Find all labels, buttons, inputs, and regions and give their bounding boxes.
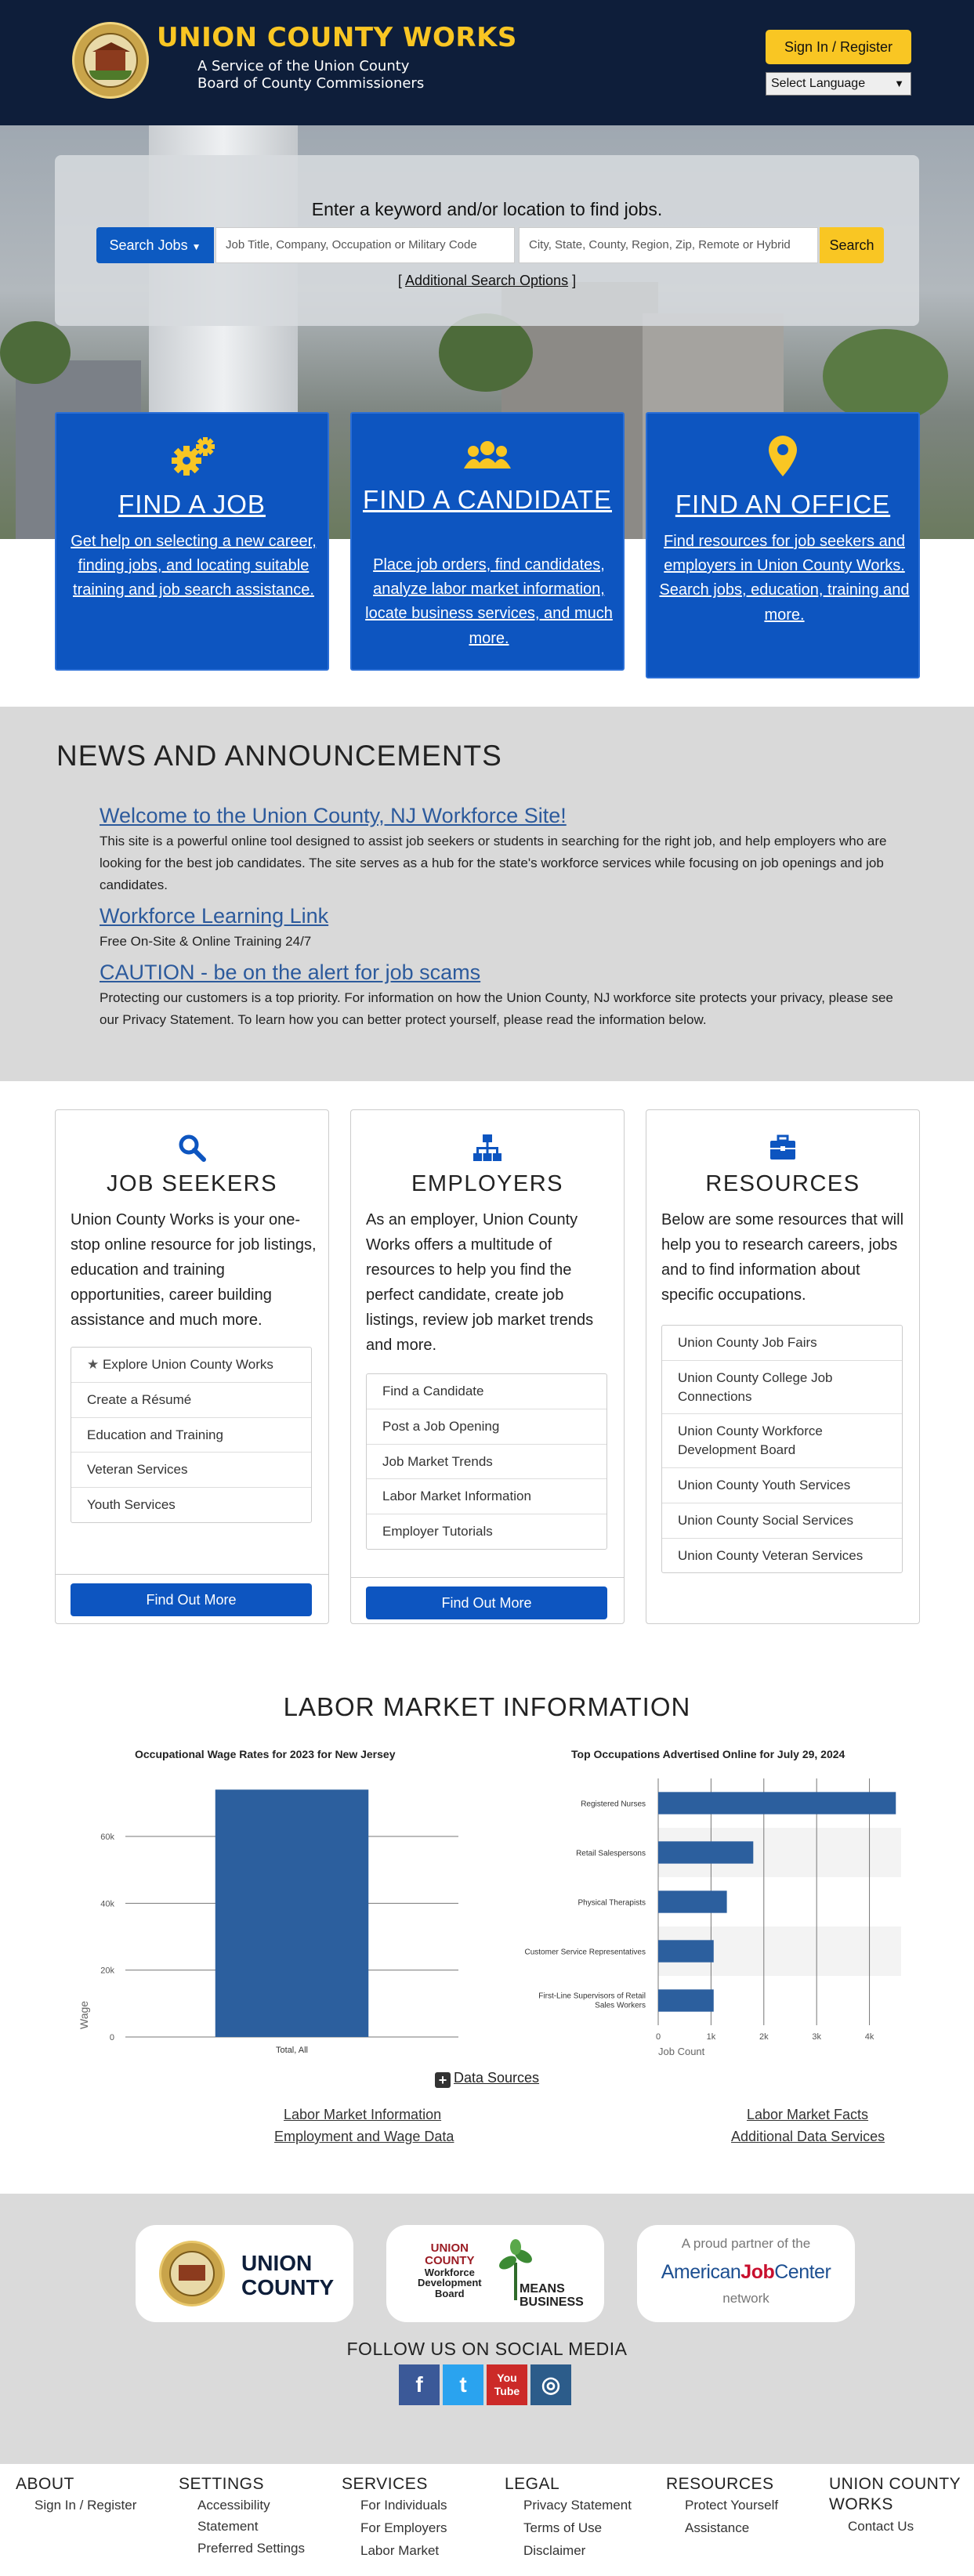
additional-data-services-link[interactable]: Additional Data Services: [731, 2129, 885, 2144]
wage-chart-title: Occupational Wage Rates for 2023 for New Jersey: [135, 1748, 396, 1760]
job-seekers-description: Union County Works is your one-stop online resource for job listings, education and training opportunities, career building assistance and much more.: [71, 1211, 317, 1329]
employers-column: [350, 1109, 625, 1624]
footer-link[interactable]: Assistance: [685, 2520, 750, 2536]
find-a-candidate-card[interactable]: [350, 412, 625, 671]
resources-description: Below are some resources that will help you to research careers, jobs and to find information about specific occupations.: [661, 1211, 904, 1304]
footer-settings-heading: SETTINGS: [179, 2475, 265, 2493]
list-item[interactable]: ★ Explore Union County Works: [71, 1348, 311, 1383]
find-an-office-card[interactable]: [646, 412, 920, 678]
wage-rates-chart: [71, 1771, 470, 2068]
bar: [658, 1940, 714, 1962]
list-item[interactable]: Education and Training: [71, 1418, 311, 1453]
job-seekers-link-list: [71, 1347, 312, 1523]
data-sources-label: Data Sources: [454, 2070, 540, 2086]
news-text-caution-scams: Protecting our customers is a top priority. For information on how the Union County, NJ workforce site protects your privacy, please see our Privacy Statement. To learn how you can better protect yourself, please read the information below.: [100, 990, 893, 1028]
union-county-seal-logo[interactable]: [72, 22, 149, 99]
y-tick-label: Customer Service Representatives: [524, 1948, 646, 1957]
footer-legal-heading: LEGAL: [505, 2475, 560, 2493]
search-type-dropdown[interactable]: [96, 227, 214, 263]
list-item[interactable]: Union County Youth Services: [662, 1468, 902, 1503]
list-item[interactable]: Union County Job Fairs: [662, 1326, 902, 1361]
y-tick-label: Registered Nurses: [581, 1800, 646, 1809]
site-header: [0, 0, 974, 125]
list-item[interactable]: Youth Services: [87, 1497, 176, 1513]
language-select[interactable]: [766, 72, 911, 96]
employers-find-out-more-button[interactable]: Find Out More: [366, 1586, 607, 1619]
find-a-job-text[interactable]: Get help on selecting a new career, finding jobs, and locating suitable training and job search assistance.: [71, 533, 317, 599]
employers-description: As an employer, Union County Works offers a multitude of resources to help you find the perfect candidate, create job listings, review job market trends and more.: [366, 1211, 594, 1354]
list-item[interactable]: Union County Workforce Development Board: [662, 1414, 902, 1468]
footer-link[interactable]: Protect Yourself: [685, 2498, 779, 2513]
list-item[interactable]: Create a Résumé: [71, 1383, 311, 1418]
bar: [658, 1890, 727, 1912]
footer-link[interactable]: For Employers: [360, 2520, 447, 2536]
news-link-welcome[interactable]: Welcome to the Union County, NJ Workforce Site!: [100, 804, 567, 827]
labor-market-facts-link[interactable]: Labor Market Facts: [747, 2107, 869, 2122]
footer-legal-column: [505, 2474, 661, 2563]
partners-section: [0, 2194, 974, 2464]
find-an-office-text[interactable]: Find resources for job seekers and employers in Union County Works. Search jobs, education, training and more.: [659, 533, 910, 624]
footer-link[interactable]: Disclaimer: [523, 2543, 586, 2559]
star-icon: ★: [87, 1357, 103, 1372]
job-seekers-find-out-more-button[interactable]: Find Out More: [71, 1583, 312, 1616]
job-search-panel: [55, 155, 919, 326]
y-tick-label: Physical Therapists: [578, 1898, 646, 1908]
search-icon: [176, 1132, 208, 1163]
keyword-input[interactable]: Job Title, Company, Occupation or Military Code: [215, 227, 515, 263]
y-tick-label: Retail Salespersons: [576, 1849, 646, 1858]
site-tagline-line-2: Board of County Commissioners: [197, 75, 425, 92]
bar: [658, 1989, 714, 2011]
employment-wage-data-link[interactable]: Employment and Wage Data: [274, 2129, 454, 2144]
list-item[interactable]: Post a Job Opening: [367, 1409, 606, 1445]
job-seekers-column: [55, 1109, 329, 1624]
data-sources-link[interactable]: [435, 2070, 539, 2088]
resources-column: [646, 1109, 920, 1624]
find-an-office-title[interactable]: FIND AN OFFICE: [675, 490, 891, 519]
x-tick-label: 1k: [706, 2032, 716, 2042]
footer-resources-heading: RESOURCES: [666, 2475, 774, 2493]
footer-link[interactable]: Terms of Use: [523, 2520, 603, 2536]
job-seekers-title: JOB SEEKERS: [107, 1171, 277, 1196]
bar: [658, 1841, 753, 1863]
footer-about-column: [16, 2474, 172, 2517]
twitter-icon[interactable]: t: [443, 2364, 483, 2405]
american-job-center-logo[interactable]: A proud partner of the AmericanJobCenter network: [637, 2225, 855, 2322]
x-tick-label: 3k: [812, 2032, 821, 2042]
top-occupations-chart: [501, 1771, 909, 2068]
footer-resources-column: [666, 2474, 823, 2540]
map-pin-icon: [755, 429, 810, 484]
y-tick-label: First-Line Supervisors of Retail Sales Workers: [538, 1992, 646, 2010]
y-tick-label: 0: [109, 2033, 114, 2042]
caret-down-icon: ▼: [191, 241, 201, 252]
footer-union-county-works-column: [829, 2474, 970, 2538]
y-tick-label: 40k: [100, 1899, 114, 1909]
news-text-workforce-learning: Free On-Site & Online Training 24/7: [100, 934, 312, 949]
footer-link[interactable]: Accessibility Statement: [197, 2498, 270, 2534]
footer-ucw-heading: UNION COUNTY WORKS: [829, 2475, 961, 2514]
bar: [658, 1792, 896, 1814]
footer-about-heading: ABOUT: [16, 2475, 74, 2493]
facebook-icon[interactable]: f: [399, 2364, 440, 2405]
occupations-chart-title: Top Occupations Advertised Online for July 29, 2024: [571, 1748, 845, 1760]
footer-link[interactable]: Contact Us: [848, 2518, 914, 2534]
union-county-logo-text: UNION COUNTY: [241, 2251, 335, 2299]
language-select-value: Select Language: [771, 77, 866, 90]
additional-search-options-label: Additional Search Options: [404, 273, 569, 288]
list-item[interactable]: Union County Social Services: [662, 1503, 902, 1539]
labor-market-heading: LABOR MARKET INFORMATION: [283, 1692, 691, 1721]
find-a-candidate-text[interactable]: Place job orders, find candidates, analyze labor market information, locate business services, and much more.: [365, 556, 613, 647]
x-tick-label: Total, All: [276, 2046, 308, 2055]
find-a-job-card[interactable]: [55, 412, 329, 671]
workforce-development-board-logo[interactable]: UNION COUNTY Workforce Development Board MEANS BUSINESS: [386, 2225, 604, 2322]
list-item[interactable]: Find a Candidate: [367, 1374, 606, 1409]
list-item[interactable]: Veteran Services: [71, 1453, 311, 1488]
instagram-icon[interactable]: ◎: [530, 2364, 571, 2405]
briefcase-icon: [767, 1132, 798, 1163]
site-title[interactable]: UNION COUNTY WORKS: [157, 22, 517, 53]
search-button[interactable]: Search: [820, 227, 884, 263]
footer-link[interactable]: Privacy Statement: [523, 2498, 632, 2513]
search-type-label: Search Jobs: [109, 237, 188, 253]
footer-link[interactable]: Labor Market: [360, 2543, 440, 2559]
people-icon: [460, 429, 515, 484]
bar: [215, 1789, 369, 2037]
gears-icon: [165, 429, 219, 484]
employers-title: EMPLOYERS: [411, 1171, 563, 1196]
resources-title: RESOURCES: [705, 1171, 860, 1196]
additional-search-options-link[interactable]: [ Additional Search Options ]: [397, 273, 577, 288]
plus-icon: +: [435, 2072, 451, 2088]
footer-link[interactable]: Preferred Settings: [197, 2540, 306, 2556]
y-tick-label: 20k: [100, 1966, 114, 1976]
x-tick-label: 4k: [864, 2032, 874, 2042]
sitemap-icon: [472, 1132, 503, 1163]
list-item[interactable]: Union County Veteran Services: [678, 1547, 864, 1563]
list-item[interactable]: Job Market Trends: [367, 1445, 606, 1480]
news-text-welcome: This site is a powerful online tool designed to assist job seekers or students in searching for the right job, and help employers who are looking for the best job candidates. The site serves as a hub for the state's workforce services while focusing on job openings and job candidates.: [100, 834, 887, 893]
x-axis-label: Job Count: [658, 2046, 705, 2057]
footer-link[interactable]: For Individuals: [360, 2498, 447, 2513]
resources-link-list: [661, 1325, 903, 1573]
employers-link-list: [366, 1373, 607, 1550]
list-item[interactable]: Labor Market Information: [367, 1479, 606, 1514]
y-tick-label: 60k: [100, 1833, 114, 1842]
footer-link[interactable]: Sign In / Register: [34, 2498, 137, 2513]
site-tagline-line-1: A Service of the Union County: [197, 58, 410, 74]
footer-services-heading: SERVICES: [342, 2475, 428, 2493]
location-input[interactable]: City, State, County, Region, Zip, Remote or Hybrid: [519, 227, 818, 263]
news-link-workforce-learning[interactable]: Workforce Learning Link: [100, 904, 329, 928]
labor-market-information-link[interactable]: Labor Market Information: [284, 2107, 442, 2122]
youtube-icon[interactable]: You Tube: [487, 2364, 527, 2405]
list-item[interactable]: Union County College Job Connections: [662, 1361, 902, 1415]
news-heading: NEWS AND ANNOUNCEMENTS: [56, 740, 502, 772]
y-axis-label: Wage: [78, 2000, 90, 2029]
x-tick-label: 2k: [759, 2032, 769, 2042]
footer-settings-column: [179, 2474, 335, 2560]
find-a-candidate-title[interactable]: FIND A CANDIDATE: [363, 485, 612, 514]
chevron-down-icon: ▼: [894, 78, 904, 89]
site-footer: [0, 2464, 974, 2576]
x-tick-label: 0: [655, 2032, 661, 2042]
union-county-logo[interactable]: [136, 2225, 353, 2322]
sign-in-register-button[interactable]: Sign In / Register: [766, 30, 911, 64]
list-item[interactable]: Employer Tutorials: [382, 1524, 493, 1539]
news-link-caution-scams[interactable]: CAUTION - be on the alert for job scams: [100, 961, 481, 984]
search-prompt: Enter a keyword and/or location to find jobs.: [311, 199, 663, 219]
find-a-job-title[interactable]: FIND A JOB: [118, 490, 266, 519]
social-media-heading: FOLLOW US ON SOCIAL MEDIA: [346, 2339, 628, 2359]
footer-services-column: [342, 2474, 498, 2563]
news-section: [0, 707, 974, 1081]
